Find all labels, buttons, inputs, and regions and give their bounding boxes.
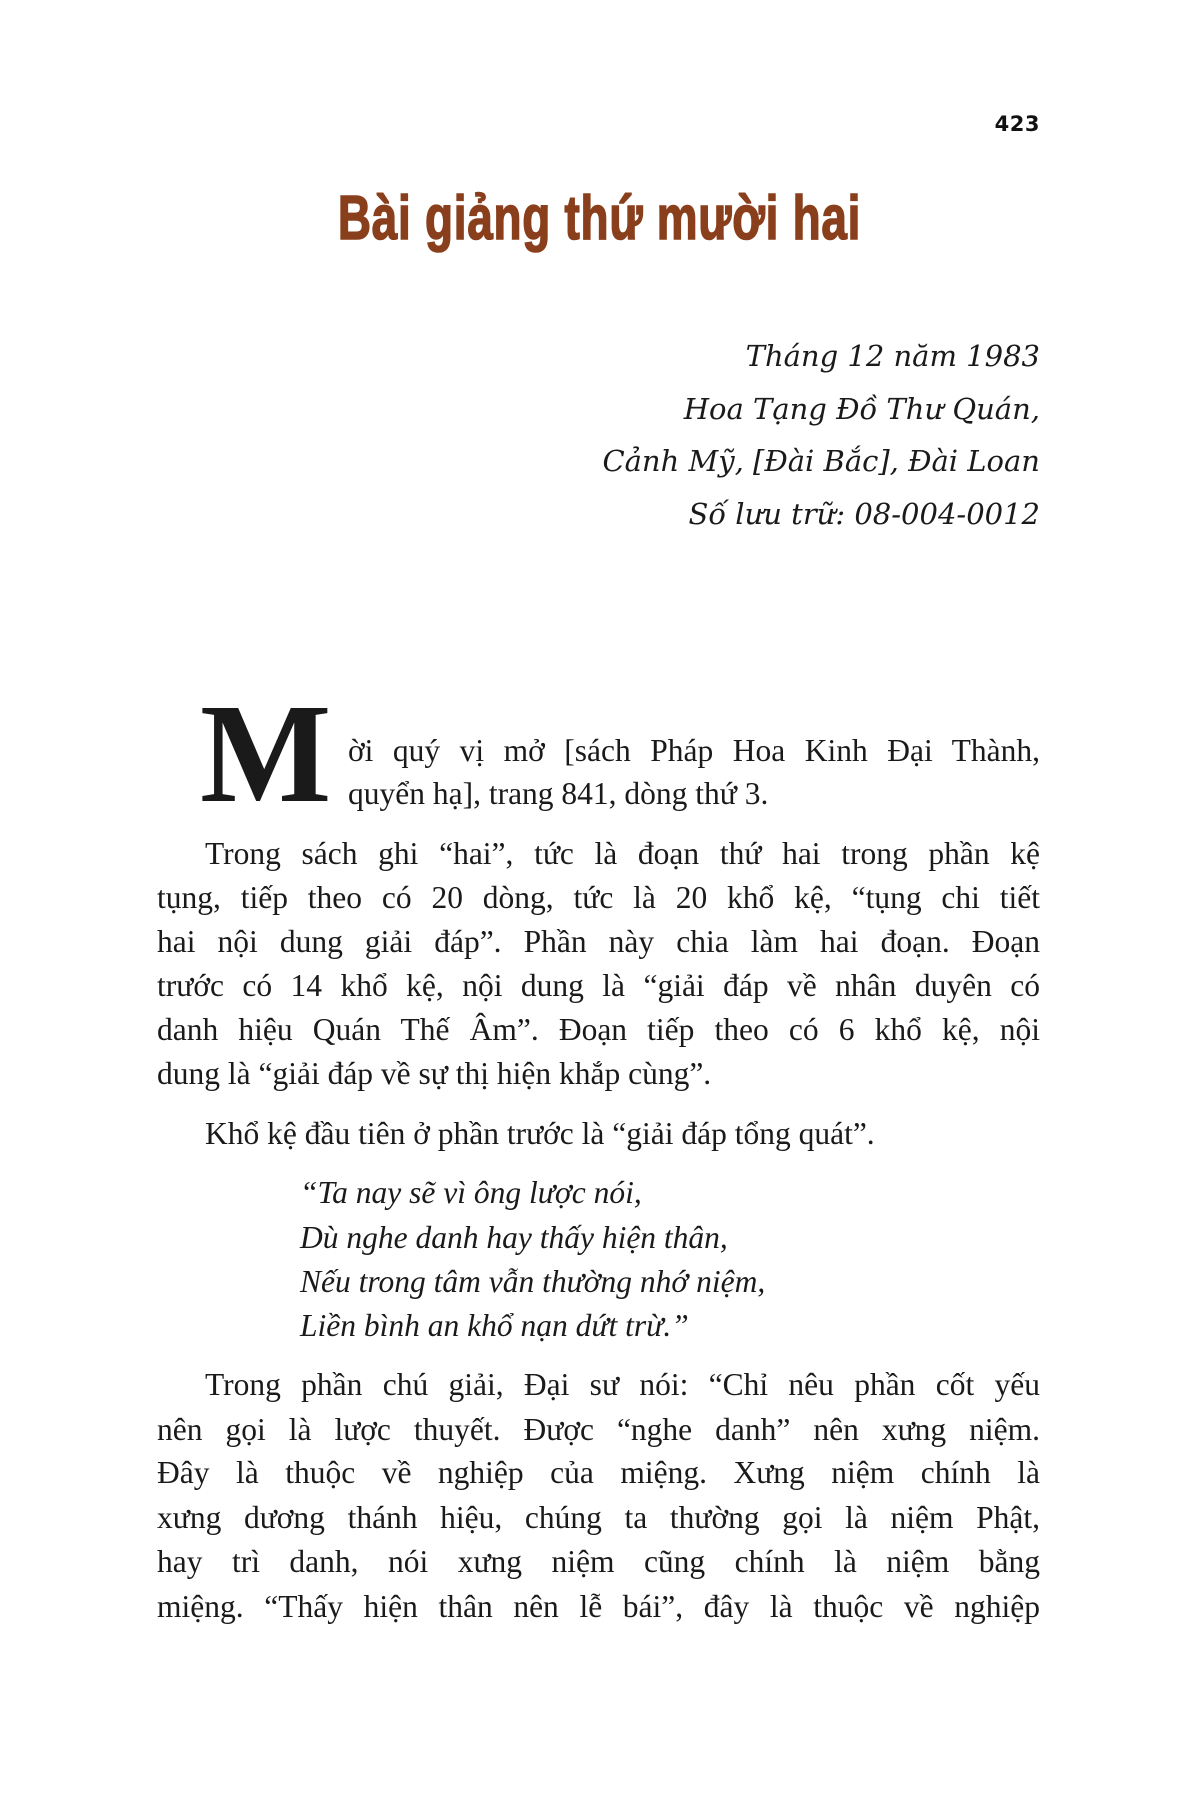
page-number: 423 [994, 112, 1040, 136]
lecture-venue: Hoa Tạng Đồ Thư Quán, [683, 391, 1040, 426]
paragraph-1-line: quyển hạ], trang 841, dòng thứ 3. [348, 776, 769, 811]
paragraph-2-line: trước có 14 khổ kệ, nội dung là “giải đáp về nhân duyên có [157, 968, 1040, 1003]
paragraph-2-line: tụng, tiếp theo có 20 dòng, tức là 20 khổ kệ, “tụng chi tiết [157, 880, 1040, 915]
paragraph-4-line: xưng dương thánh hiệu, chúng ta thường gọi là niệm Phật, [157, 1500, 1040, 1535]
chapter-title: Bài giảng thứ mười hai [338, 184, 862, 253]
paragraph-4-line: Trong phần chú giải, Đại sư nói: “Chỉ nêu phần cốt yếu [205, 1367, 1040, 1402]
archive-number: Số lưu trữ: 08-004-0012 [688, 496, 1040, 531]
lecture-date: Tháng 12 năm 1983 [745, 339, 1040, 373]
lecture-location: Cảnh Mỹ, [Đài Bắc], Đài Loan [602, 444, 1040, 478]
chapter-title-container [0, 186, 1200, 252]
paragraph-4-line: nên gọi là lược thuyết. Được “nghe danh” nên xưng niệm. [157, 1412, 1040, 1447]
verse-line: Dù nghe danh hay thấy hiện thân, [300, 1220, 728, 1255]
paragraph-1-line: ời quý vị mở [sách Pháp Hoa Kinh Đại Thành, [348, 733, 1040, 768]
paragraph-4-line: hay trì danh, nói xưng niệm cũng chính là niệm bằng [157, 1544, 1040, 1579]
paragraph-4-line: Đây là thuộc về nghiệp của miệng. Xưng niệm chính là [157, 1455, 1040, 1490]
lecture-metadata [340, 330, 1040, 540]
paragraph-2-line: Trong sách ghi “hai”, tức là đoạn thứ hai trong phần kệ [205, 836, 1040, 871]
verse-line: Liền bình an khổ nạn dứt trừ.” [300, 1308, 689, 1343]
paragraph-2-line: hai nội dung giải đáp”. Phần này chia làm hai đoạn. Đoạn [157, 924, 1040, 959]
paragraph-3-line: Khổ kệ đầu tiên ở phần trước là “giải đáp tổng quát”. [205, 1116, 875, 1151]
drop-cap: M [200, 674, 332, 832]
paragraph-2-line: dung là “giải đáp về sự thị hiện khắp cùng”. [157, 1056, 712, 1091]
verse-line: “Ta nay sẽ vì ông lược nói, [300, 1175, 642, 1210]
verse-line: Nếu trong tâm vẫn thường nhớ niệm, [300, 1264, 766, 1299]
paragraph-2-line: danh hiệu Quán Thế Âm”. Đoạn tiếp theo có 6 khổ kệ, nội [157, 1012, 1040, 1047]
paragraph-4-line: miệng. “Thấy hiện thân nên lễ bái”, đây là thuộc về nghiệp [157, 1589, 1040, 1624]
